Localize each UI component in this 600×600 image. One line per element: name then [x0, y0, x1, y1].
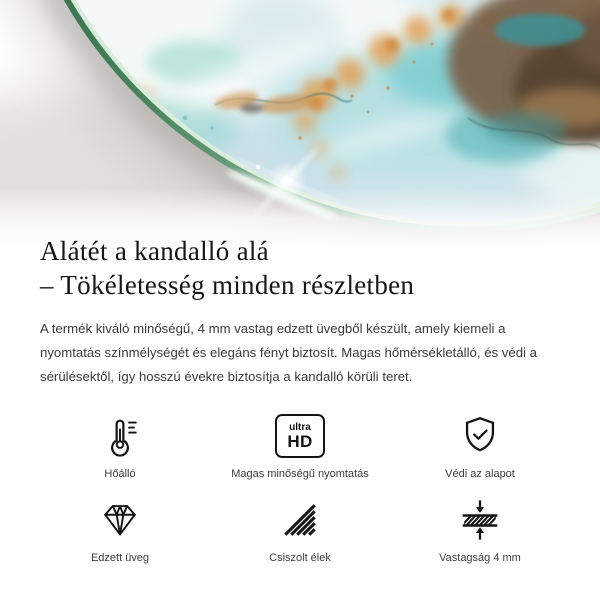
feature-thickness — [390, 495, 570, 565]
feature-tempered-glass — [30, 495, 210, 565]
feature-label: Védi az alapot — [445, 468, 515, 480]
product-hero-image — [0, 0, 600, 258]
feature-high-quality-print — [210, 411, 390, 481]
content-section — [0, 234, 600, 565]
product-description: A termék kiváló minőségű, 4 mm vastag edzett üvegből készült, amely kiemeli a nyomtatás színmélységét és elegáns fényt biztosít. Magas hőmérsékletálló, és védi a sérülésektől, így hosszú évekre biztosítja a kandalló körüli teret. — [40, 321, 537, 384]
page-title-line-2: – Tökéletesség minden részletben — [40, 270, 415, 300]
ultra-hd-icon: ultra HD — [275, 414, 325, 458]
page-title-line-1: Alátét a kandalló alá — [40, 236, 269, 266]
shield-check-icon — [457, 413, 503, 459]
feature-label: Vastagság 4 mm — [439, 552, 521, 564]
page-title — [40, 234, 560, 302]
feature-label: Edzett üveg — [90, 552, 150, 564]
feature-label: Csiszolt élek — [269, 552, 331, 564]
feature-polished-edges — [210, 495, 390, 565]
thermometer-icon — [97, 413, 143, 459]
hero-section — [0, 0, 600, 232]
feature-protects-base — [390, 411, 570, 481]
features-grid — [30, 411, 570, 565]
thickness-icon — [457, 497, 503, 543]
polished-edges-icon — [278, 498, 322, 542]
feature-label: Magas minőségű nyomtatás — [231, 468, 369, 480]
diamond-icon — [96, 497, 144, 543]
feature-heat-resistant — [30, 411, 210, 481]
feature-label: Hőálló — [104, 468, 136, 480]
